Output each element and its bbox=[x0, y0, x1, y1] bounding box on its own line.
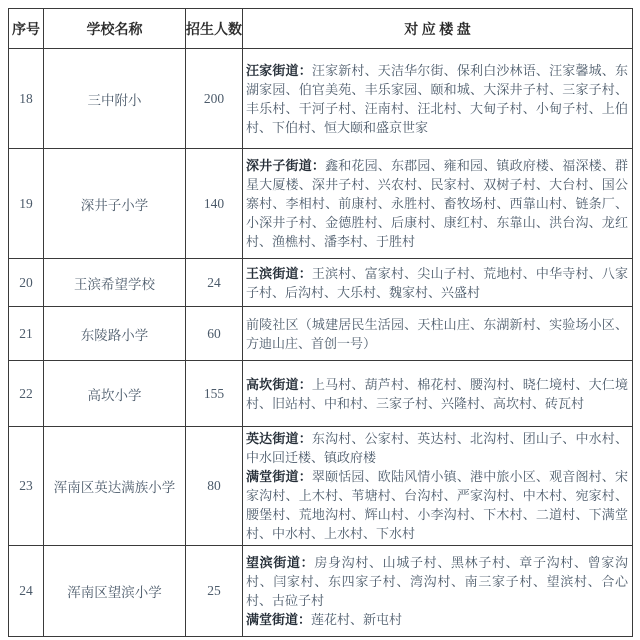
table-row bbox=[9, 427, 633, 546]
estate-list: 鑫和花园、东郡园、雍和园、镇政府楼、福深楼、群星大厦楼、深井子村、兴农村、民家村、双树子村、大台村、国公寨村、李相村、前康村、永胜村、畜牧场村、西靠山村、链条厂、小深井子村、金德胜村、后康村、康红村、东靠山、洪台沟、龙红村、渔樵村、潘李村、于胜村 bbox=[246, 158, 628, 249]
estate-segment bbox=[246, 156, 628, 251]
school-name: 东陵路小学 bbox=[44, 307, 186, 361]
estate-detail bbox=[243, 49, 633, 149]
estate-segment bbox=[246, 375, 628, 413]
street-label: 深井子街道： bbox=[246, 158, 326, 173]
estate-segment bbox=[246, 61, 628, 137]
enrollment-count: 25 bbox=[186, 546, 243, 637]
row-number: 24 bbox=[9, 546, 44, 637]
estate-list: 莲花村、新屯村 bbox=[311, 612, 403, 627]
estate-list: 翠颐恬园、欧陆风情小镇、港中旅小区、观音阁村、宋家沟村、上木村、苇塘村、台沟村、严家沟村、中木村、宛家村、腰堡村、荒地沟村、辉山村、小李沟村、下木村、二道村、下满堂村、中水村、上水村、下水村 bbox=[246, 469, 628, 541]
estate-detail bbox=[243, 546, 633, 637]
school-name: 浑南区望滨小学 bbox=[44, 546, 186, 637]
row-number: 21 bbox=[9, 307, 44, 361]
estate-list: 汪家新村、天洁华尔街、保利白沙林语、汪家馨城、东湖家园、伯官美苑、丰乐家园、颐和城、大深井子村、三家子村、丰乐村、干河子村、汪南村、汪北村、大甸子村、小甸子村、上伯村、下伯村、恒大颐和盛京世家 bbox=[246, 62, 628, 135]
street-label: 高坎街道： bbox=[246, 376, 312, 392]
table-row bbox=[9, 307, 633, 361]
estate-detail bbox=[243, 259, 633, 307]
table-row bbox=[9, 546, 633, 637]
row-number: 19 bbox=[9, 149, 44, 259]
estate-segment bbox=[246, 610, 628, 629]
column-header-no: 序号 bbox=[9, 9, 44, 49]
enrollment-count: 140 bbox=[186, 149, 243, 259]
table-header-row bbox=[9, 9, 633, 49]
estate-detail bbox=[243, 361, 633, 427]
estate-segment bbox=[246, 553, 628, 610]
street-label: 汪家街道： bbox=[246, 62, 312, 78]
column-header-count: 招生人数 bbox=[186, 9, 243, 49]
estate-segment bbox=[246, 264, 628, 302]
enrollment-count: 80 bbox=[186, 427, 243, 546]
street-label: 满堂街道： bbox=[246, 612, 312, 627]
table-row bbox=[9, 49, 633, 149]
row-number: 23 bbox=[9, 427, 44, 546]
table-row bbox=[9, 259, 633, 307]
school-name: 深井子小学 bbox=[44, 149, 186, 259]
enrollment-count: 60 bbox=[186, 307, 243, 361]
estate-list: 王滨村、富家村、尖山子村、荒地村、中华寺村、八家子村、后沟村、大乐村、魏家村、兴盛村 bbox=[246, 265, 628, 300]
table-row bbox=[9, 361, 633, 427]
enrollment-count: 200 bbox=[186, 49, 243, 149]
row-number: 22 bbox=[9, 361, 44, 427]
school-name: 三中附小 bbox=[44, 49, 186, 149]
estate-detail bbox=[243, 149, 633, 259]
enrollment-count: 155 bbox=[186, 361, 243, 427]
street-label: 王滨街道： bbox=[246, 265, 312, 281]
school-name: 浑南区英达满族小学 bbox=[44, 427, 186, 546]
table-row bbox=[9, 149, 633, 259]
school-name: 王滨希望学校 bbox=[44, 259, 186, 307]
estate-segment bbox=[246, 429, 628, 467]
estate-detail bbox=[243, 427, 633, 546]
estate-list: 前陵社区（城建居民生活园、天柱山庄、东湖新村、实验场小区、方迪山庄、首创一号） bbox=[246, 316, 628, 351]
estate-list: 东沟村、公家村、英达村、北沟村、团山子、中水村、中水回迁楼、镇政府楼 bbox=[246, 431, 628, 465]
school-enrollment-table bbox=[8, 8, 633, 637]
estate-detail bbox=[243, 307, 633, 361]
street-label: 英达街道： bbox=[246, 431, 312, 446]
estate-segment bbox=[246, 315, 628, 353]
estate-segment bbox=[246, 467, 628, 543]
school-name: 高坎小学 bbox=[44, 361, 186, 427]
estate-list: 房身沟村、山城子村、黑林子村、章子沟村、曾家沟村、闫家村、东四家子村、湾沟村、南三家子村、望滨村、合心村、古砬子村 bbox=[246, 555, 628, 608]
row-number: 20 bbox=[9, 259, 44, 307]
row-number: 18 bbox=[9, 49, 44, 149]
column-header-estates: 对 应 楼 盘 bbox=[243, 9, 633, 49]
column-header-school: 学校名称 bbox=[44, 9, 186, 49]
enrollment-count: 24 bbox=[186, 259, 243, 307]
estate-list: 上马村、葫芦村、棉花村、腰沟村、晓仁境村、大仁境村、旧站村、中和村、三家子村、兴隆村、高坎村、砖瓦村 bbox=[246, 376, 628, 411]
street-label: 满堂街道： bbox=[246, 469, 312, 484]
street-label: 望滨街道： bbox=[246, 555, 315, 570]
